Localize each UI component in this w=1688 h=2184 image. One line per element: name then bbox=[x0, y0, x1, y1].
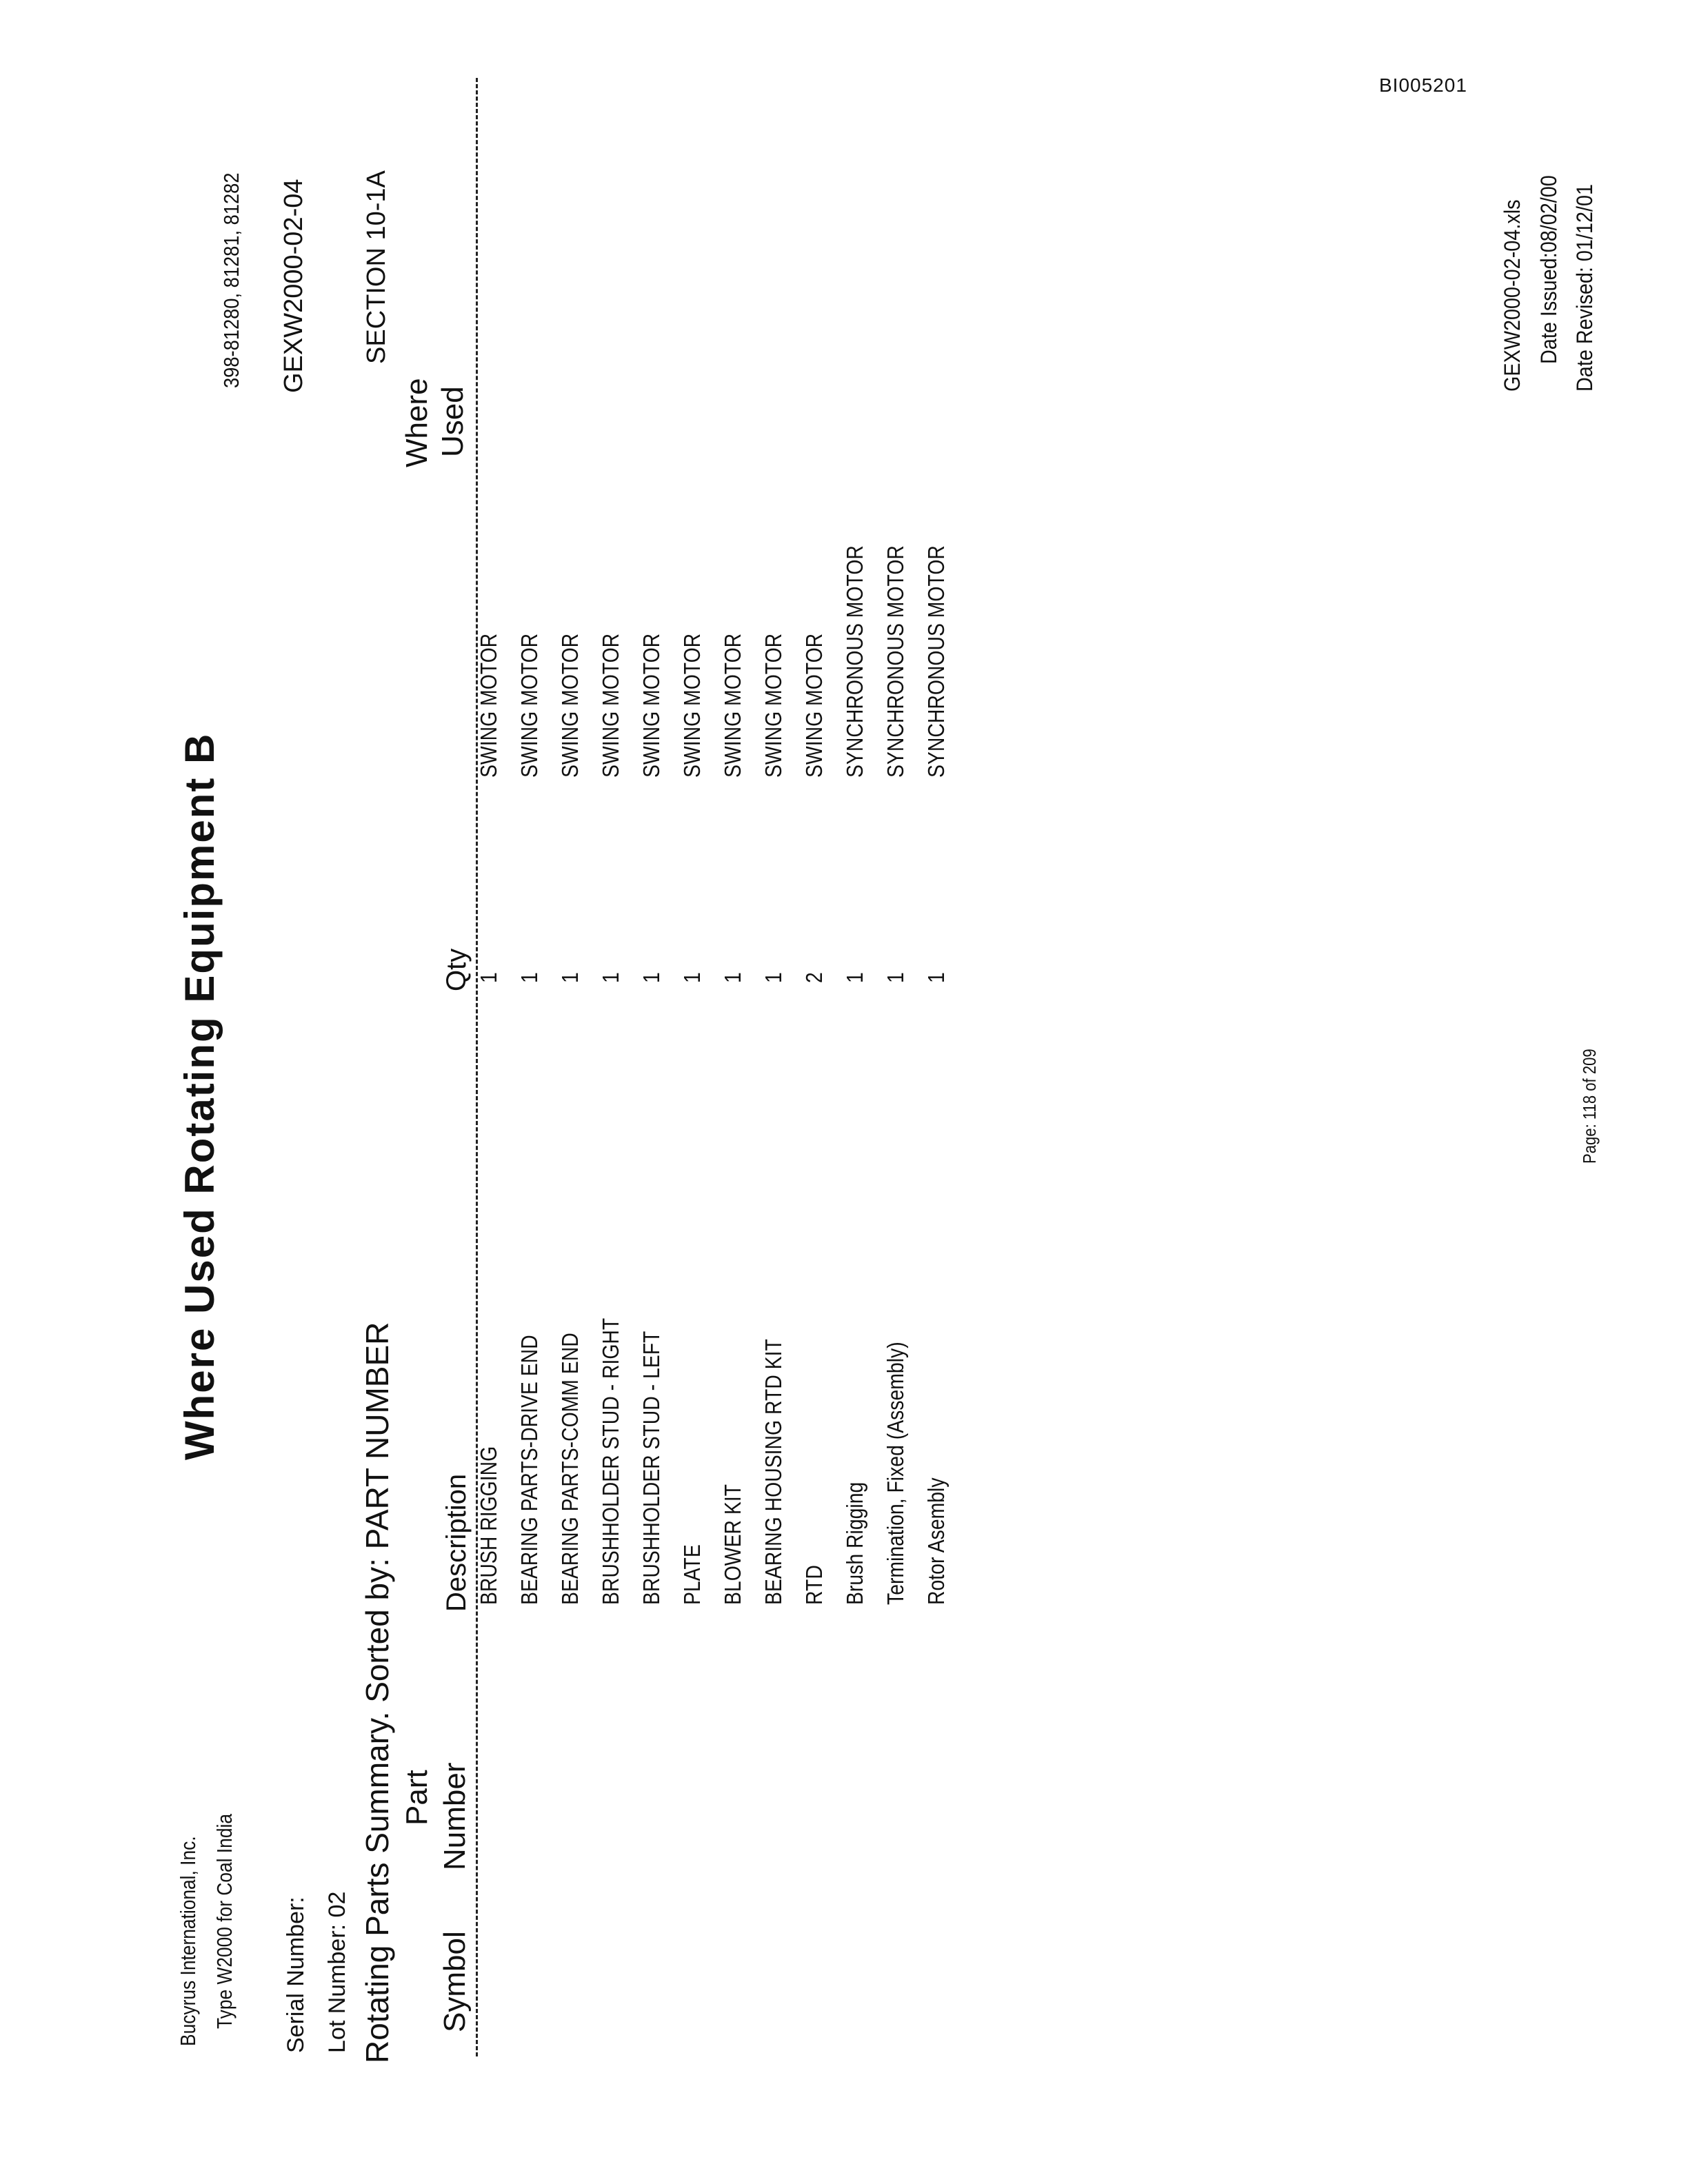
column-header-number: Number bbox=[438, 1762, 472, 1870]
row-description: BLOWER KIT bbox=[720, 1484, 745, 1605]
table-row bbox=[923, 47, 962, 2184]
row-where-used: SWING MOTOR bbox=[476, 633, 501, 778]
row-where-used: SWING MOTOR bbox=[557, 633, 583, 778]
row-where-used: SYNCHRONOUS MOTOR bbox=[883, 545, 908, 778]
column-header-used: Used bbox=[436, 386, 470, 457]
footer-filename: GEXW2000-02-04.xls bbox=[1500, 199, 1525, 392]
row-where-used: SWING MOTOR bbox=[761, 633, 786, 778]
table-row bbox=[639, 47, 677, 2184]
table-row bbox=[761, 47, 799, 2184]
row-qty: 1 bbox=[639, 972, 664, 983]
column-header-where: Where bbox=[400, 378, 434, 467]
row-description: BEARING HOUSING RTD KIT bbox=[761, 1339, 786, 1605]
row-where-used: SWING MOTOR bbox=[801, 633, 827, 778]
row-qty: 1 bbox=[883, 972, 908, 983]
row-where-used: SWING MOTOR bbox=[598, 633, 623, 778]
footer-date-issued: Date Issued:08/02/00 bbox=[1536, 175, 1561, 364]
row-where-used: SWING MOTOR bbox=[639, 633, 664, 778]
table-row bbox=[720, 47, 758, 2184]
row-qty: 2 bbox=[801, 972, 827, 983]
row-description: BEARING PARTS-COMM END bbox=[557, 1333, 583, 1605]
table-row bbox=[557, 47, 596, 2184]
serial-number-label: Serial Number: bbox=[283, 1897, 309, 2053]
row-qty: 1 bbox=[516, 972, 542, 983]
serial-numbers: 398-81280, 81281, 81282 bbox=[219, 172, 243, 388]
row-description: BEARING PARTS-DRIVE END bbox=[516, 1335, 542, 1605]
row-description: BRUSH RIGGING bbox=[476, 1446, 501, 1605]
column-header-qty: Qty bbox=[441, 948, 472, 991]
company-name: Bucyrus International, Inc. bbox=[176, 1836, 200, 2046]
table-row bbox=[842, 47, 881, 2184]
row-where-used: SWING MOTOR bbox=[516, 633, 542, 778]
row-description: Termination, Fixed (Assembly) bbox=[883, 1342, 908, 1605]
row-where-used: SWING MOTOR bbox=[679, 633, 705, 778]
row-description: BRUSHHOLDER STUD - RIGHT bbox=[598, 1317, 623, 1605]
table-row bbox=[516, 47, 555, 2184]
row-where-used: SYNCHRONOUS MOTOR bbox=[923, 545, 949, 778]
table-row bbox=[598, 47, 636, 2184]
table-row bbox=[801, 47, 840, 2184]
table-row bbox=[476, 47, 514, 2184]
document-number: GEXW2000-02-04 bbox=[279, 179, 308, 393]
report-title: Where Used Rotating Equipment B bbox=[177, 732, 223, 1460]
machine-type: Type W2000 for Coal India bbox=[212, 1814, 237, 2029]
row-description: RTD bbox=[801, 1565, 827, 1605]
row-qty: 1 bbox=[598, 972, 623, 983]
row-description: PLATE bbox=[679, 1544, 705, 1605]
column-header-symbol: Symbol bbox=[438, 1931, 472, 2032]
table-row bbox=[679, 47, 718, 2184]
page-number: Page: 118 of 209 bbox=[1579, 1049, 1600, 1164]
row-description: Brush Rigging bbox=[842, 1482, 867, 1605]
column-header-part: Part bbox=[400, 1770, 434, 1826]
document-id: BI005201 bbox=[1379, 74, 1467, 96]
section-label: SECTION 10-1A bbox=[362, 170, 391, 364]
row-qty: 1 bbox=[476, 972, 501, 983]
table-row bbox=[883, 47, 921, 2184]
footer-date-revised: Date Revised: 01/12/01 bbox=[1572, 184, 1597, 392]
row-description: BRUSHHOLDER STUD - LEFT bbox=[639, 1331, 664, 1605]
row-qty: 1 bbox=[557, 972, 583, 983]
row-qty: 1 bbox=[679, 972, 705, 983]
column-header-description: Description bbox=[441, 1473, 472, 1612]
lot-number-label: Lot Number: 02 bbox=[324, 1891, 350, 2053]
row-description: Rotor Asembly bbox=[923, 1477, 949, 1605]
summary-heading: Rotating Parts Summary. Sorted by: PART NUMBER bbox=[359, 1322, 395, 2063]
row-qty: 1 bbox=[923, 972, 949, 983]
row-qty: 1 bbox=[761, 972, 786, 983]
row-where-used: SYNCHRONOUS MOTOR bbox=[842, 545, 867, 778]
row-qty: 1 bbox=[842, 972, 867, 983]
row-qty: 1 bbox=[720, 972, 745, 983]
row-where-used: SWING MOTOR bbox=[720, 633, 745, 778]
